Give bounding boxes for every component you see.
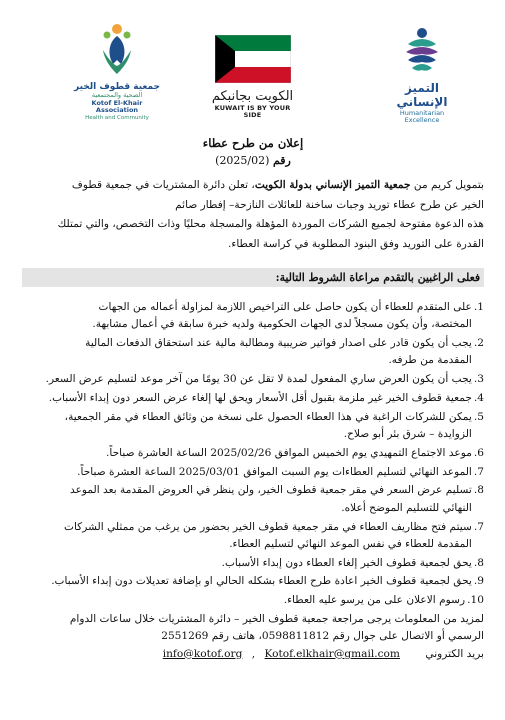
condition-number: 2. — [473, 337, 484, 350]
condition-item — [22, 371, 484, 388]
contact-paragraph — [22, 611, 484, 663]
condition-text — [22, 299, 472, 334]
condition-number: 6. — [473, 446, 484, 459]
ti-ar-name: التميز الإنساني — [396, 81, 448, 109]
condition-text-line: الموعد النهائي لتسليم العطاءات يوم السبت الموافق 2025/03/01 الساعة العشرة صباحاً. — [77, 465, 472, 478]
condition-number: 7. — [473, 520, 484, 533]
contact-line-2: الرسمي أو الاتصال على جوال رقم 0598811812، هاتف رقم 2551269 — [161, 630, 484, 643]
condition-item — [22, 519, 484, 554]
condition-text — [22, 592, 465, 609]
kotof-elkhair-logo — [72, 20, 162, 121]
condition-text-line: النهائي للتسليم الموضح أعلاه. — [341, 501, 472, 514]
condition-text-line: يجب أن يكون قادر على اصدار فواتير ضريبية ومطالبة مالية عند استحقاق الدفعات المالية — [85, 337, 472, 350]
email-link-info[interactable]: info@kotof.org — [162, 647, 243, 660]
condition-text-line: جمعية قطوف الخير غير ملزمة بقبول أقل الأسعار ويحق لها إلغاء عرض السعر دون إبداء الأسباب. — [48, 391, 472, 404]
kuwait-by-your-side-logo — [205, 35, 300, 120]
condition-text — [22, 464, 472, 481]
condition-text-line: المقدمة للعطاء في نفس الموعد النهائي لتسليم العطاء. — [229, 537, 472, 550]
condition-text — [22, 371, 472, 388]
condition-text-line: يحق لجمعية قطوف الخير اعادة طرح العطاء بشكله الحالي او بإضافة تعديلات دون إبداء الأسباب. — [51, 575, 472, 588]
kotof-ar-name: جمعية قطوف الخير — [74, 82, 160, 92]
condition-number: 3. — [473, 373, 484, 386]
condition-number: 7. — [473, 465, 484, 478]
kuwait-flag-icon — [215, 35, 291, 83]
condition-number: 10. — [467, 594, 484, 607]
tender-ref-label: رقم — [272, 154, 291, 167]
condition-text-line: يمكن للشركات الراغبة في هذا العطاء الحصول على نسخة من وثائق العطاء في مقر الجمعية، — [64, 410, 472, 423]
announcement-body — [22, 136, 484, 663]
flag-ar-tagline: الكويت بجانبكم — [211, 89, 294, 104]
condition-item — [22, 390, 484, 407]
condition-item — [22, 555, 484, 572]
condition-item — [22, 482, 484, 517]
condition-item — [22, 335, 484, 370]
kotof-en-name: Kotof El-Khair Association — [91, 98, 143, 115]
condition-number: 9. — [473, 575, 484, 588]
condition-text-line: سيتم فتح مظاريف العطاء في مقر جمعية قطوف الخير بحضور من يرغب من ممثلي الشركات — [63, 520, 472, 533]
intro-line-2: الخير عن طرح عطاء توريد وجبات ساخنة للعائلات النازحة– إفطار صائم — [175, 198, 484, 211]
condition-text — [22, 555, 472, 572]
condition-text — [22, 335, 472, 370]
email-separator: , — [251, 647, 256, 660]
intro-line-1-post: ، تعلن دائرة المشتريات في جمعية قطوف — [71, 179, 255, 191]
condition-text — [22, 390, 472, 407]
condition-text — [22, 409, 472, 444]
flag-en-tagline: KUWAIT IS BY YOUR SIDE — [214, 103, 291, 120]
condition-item — [22, 445, 484, 462]
tender-ref-number: (2025/02) — [215, 154, 270, 167]
condition-text-line: يحق لجمعية قطوف الخير إلغاء العطاء دون إبداء الأسباب. — [221, 556, 472, 569]
intro-line-1 — [22, 177, 484, 195]
condition-text-line: الزوايدة – شرق بئر أبو صلاح. — [343, 428, 472, 441]
condition-text — [22, 445, 472, 462]
condition-text-line: المقدمة من طرفه. — [388, 354, 472, 367]
condition-number: 5. — [473, 410, 484, 423]
condition-text-line: رسوم الاعلان على من يرسو عليه العطاء. — [283, 594, 466, 607]
condition-item — [22, 464, 484, 481]
kotof-elkhair-emblem-icon — [95, 20, 139, 78]
email-link-gmail[interactable]: Kotof.elkhair@gmail.com — [264, 647, 400, 660]
email-group — [163, 646, 400, 663]
condition-text — [22, 573, 472, 590]
header-logos — [0, 0, 505, 135]
contact-email-line — [22, 646, 484, 663]
humanitarian-excellence-logo — [382, 26, 462, 125]
intro-line-1-pre: بتمويل كريم من — [410, 179, 484, 191]
tender-reference — [22, 154, 484, 167]
announcement-title: إعلان من طرح عطاء — [202, 136, 304, 150]
kotof-ar-sub: الصحية والمجتمعية — [91, 91, 143, 100]
condition-text — [22, 519, 472, 554]
humanitarian-excellence-emblem-icon — [400, 26, 444, 76]
condition-number: 8. — [473, 484, 484, 497]
condition-number: 8. — [473, 556, 484, 569]
condition-text-line: تسليم عرض السعر في مقر جمعية قطوف الخير، ولن ينظر في العروض المقدمة بعد الموعد — [70, 484, 472, 497]
condition-item — [22, 409, 484, 444]
conditions-heading: فعلى الراغبين بالتقدم مراعاة الشروط التالية: — [22, 268, 484, 287]
condition-item — [22, 299, 484, 334]
email-label: بريد الكتروني — [425, 647, 484, 660]
condition-item — [22, 592, 484, 609]
intro-line-3: هذه الدعوة مفتوحة لجميع الشركات الموردة المؤهلة والمسجلة محليًا وذات التخصص، والتي تمتلك — [57, 218, 484, 230]
intro-paragraph — [22, 177, 484, 253]
condition-text — [22, 482, 472, 517]
condition-number: 1. — [473, 301, 484, 313]
intro-line-4: القدرة على التوريد وفق البنود المطلوبة في كراسة العطاء. — [227, 237, 484, 250]
contact-line-1: لمزيد من المعلومات يرجى مراجعة جمعية قطوف الخير – دائرة المشتريات خلال ساعات الدوام — [69, 613, 484, 626]
condition-number: 4. — [473, 391, 484, 404]
condition-text-line: يجب أن يكون العرض ساري المفعول لمدة لا تقل عن 30 يومًا من آخر موعد لتسليم عرض السعر. — [45, 373, 472, 386]
condition-item — [22, 573, 484, 590]
condition-text-line: موعد الاجتماع التمهيدي يوم الخميس الموافق 2025/02/26 الساعة العاشرة صباحاً. — [106, 446, 472, 459]
condition-text-line: على المتقدم للعطاء أن يكون حاصل على التراخيص اللازمة لمزاولة أعماله من الجهات — [98, 301, 472, 313]
kotof-en-sub: Health and Community — [85, 114, 149, 121]
funder-name: جمعية التميز الإنساني بدولة الكويت — [254, 179, 411, 191]
ti-en-name: Humanitarian Excellence — [399, 108, 445, 125]
condition-text-line: المختصة، وأن يكون مسجلاً لدى الجهات الحكومية ولديه خبرة سابقة في أعمال مشابهة. — [92, 318, 472, 331]
conditions-list — [22, 299, 484, 610]
